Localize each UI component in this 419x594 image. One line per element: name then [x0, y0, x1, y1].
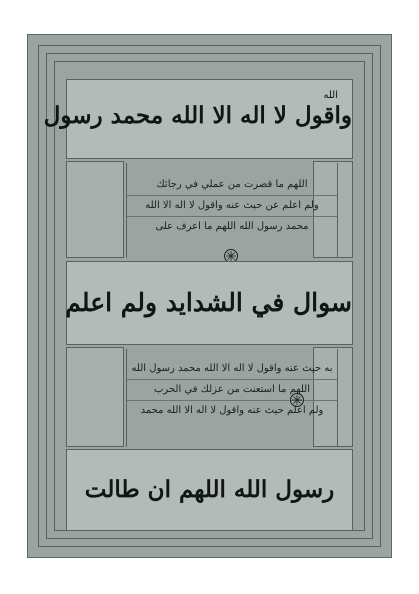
large-line-panel-1: [43, 79, 353, 159]
small-line-2-1: به حيث عنه واقول لا اله الا الله محمد رسول الله: [127, 359, 337, 380]
calligraphy-page: [27, 34, 392, 558]
large-line-panel-2: [66, 261, 353, 345]
large-line-panel-3: [66, 449, 353, 531]
large-line-2: سوال في الشدايد ولم اعلم: [65, 288, 352, 317]
small-line-1-3: محمد رسول الله اللهم ما اعرف على: [155, 221, 309, 232]
small-line-1-1: اللهم ما قصرت من عملي في رجائك: [127, 175, 337, 196]
small-text-block-2: [126, 349, 338, 447]
small-line-1-2: ولم اعلم عن حيث عنه واقول لا اله الا الله: [127, 196, 337, 217]
side-panel-left-2: [66, 347, 124, 447]
small-line-2-3: ولم اعلم حيث عنه واقول لا اله الا الله محمد: [140, 405, 324, 416]
side-panel-left-1: [66, 161, 124, 258]
small-line-2-2: اللهم ما استعنت من عزلك في الحرب: [127, 380, 337, 401]
rosette-ornament-2: [290, 393, 304, 407]
large-line-3: رسول الله اللهم ان طالت: [84, 476, 335, 503]
large-line-1-superscript: الله: [323, 90, 338, 101]
small-text-block-1: [126, 163, 338, 258]
large-line-1: واقول لا اله الا الله محمد رسول: [43, 102, 352, 129]
